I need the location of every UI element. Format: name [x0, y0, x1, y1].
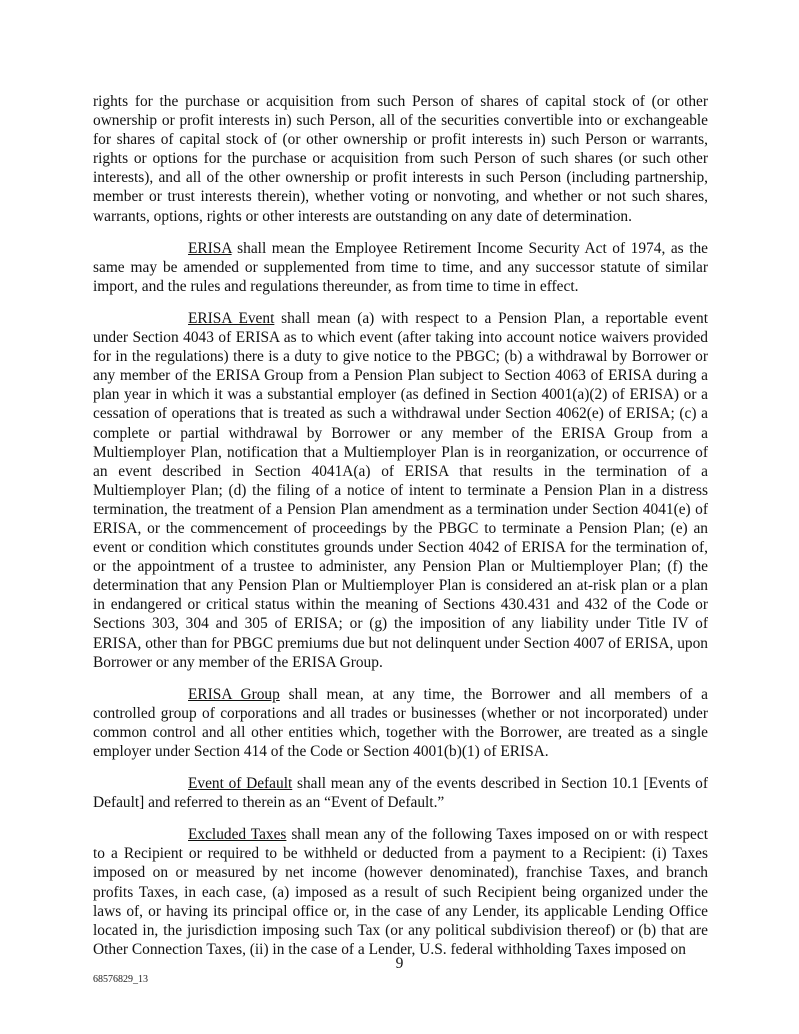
paragraph-text: rights for the purchase or acquisition from such Person of shares of capital stock of (or other ownership or profit interests in) such Person, all of the securities convertible into or exchangeable for shares of capital stock of (or other ownership or profit interests in) such Person or warrants, rights or options for the purchase or acquisition from such Person of such shares (or such other interests), and all of the other ownership or profit interests in such Person (including partnership, member or trust interests therein), whether voting or nonvoting, and whether or not such shares, warrants, options, rights or other interests are outstanding on any date of determination.	[93, 93, 708, 225]
definition-text: shall mean, at any time, the Borrower and all members of a controlled group of corporations and all trades or businesses (whether or not incorporated) under common control and all other entities which, together with the Borrower, are treated as a single employer under Section 414 of the Code or Section 4001(b)(1) of ERISA.	[93, 685, 708, 760]
document-id: 68576829_13	[93, 974, 148, 985]
definition-erisa-event	[93, 309, 708, 672]
page-number: 9	[395, 955, 404, 972]
definition-excluded-taxes	[93, 825, 708, 959]
defined-term: ERISA Group	[188, 685, 280, 703]
definition-text: shall mean any of the events described in Section 10.1 [Events of Default] and referred to therein as an “Event of Default.”	[93, 775, 708, 812]
defined-term: ERISA	[188, 239, 232, 257]
definition-erisa-group	[93, 685, 708, 761]
definition-event-of-default	[93, 774, 708, 812]
defined-term: Event of Default	[188, 775, 293, 793]
defined-term: Excluded Taxes	[188, 826, 287, 844]
definition-text: shall mean any of the following Taxes imposed on or with respect to a Recipient or required to be withheld or deducted from a payment to a Recipient: (i) Taxes imposed on or measured by net income (however denominated), franchise Taxes, and branch profits Taxes, in each case, (a) imposed as a result of such Recipient being organized under the laws of, or having its principal office or, in the case of any Lender, its applicable Lending Office located in, the jurisdiction imposing such Tax (or any political subdivision thereof) or (b) that are Other Connection Taxes, (ii) in the case of a Lender, U.S. federal withholding Taxes imposed on	[93, 826, 708, 958]
definition-text: shall mean the Employee Retirement Income Security Act of 1974, as the same may be amended or supplemented from time to time, and any successor statute of similar import, and the rules and regulations thereunder, as from time to time in effect.	[93, 239, 708, 295]
document-body	[93, 92, 708, 972]
paragraph-continuation	[93, 92, 708, 226]
definition-text: shall mean (a) with respect to a Pension Plan, a reportable event under Section 4043 of ERISA as to which event (after taking into account notice waivers provided for in the regulations) there is a duty to give notice to the PBGC; (b) a withdrawal by Borrower or any member of the ERISA Group from a Pension Plan subject to Section 4063 of ERISA during a plan year in which it was a substantial employer (as defined in Section 4001(a)(2) of ERISA) or a cessation of operations that is treated as such a withdrawal under Section 4062(e) of ERISA; (c) a complete or partial withdrawal by Borrower or any member of the ERISA Group from a Multiemployer Plan, notification that a Multiemployer Plan is in reorganization, or occurrence of an event described in Section 4041A(a) of ERISA that results in the termination of a Multiemployer Plan; (d) the filing of a notice of intent to terminate a Pension Plan in a distress termination, the treatment of a Pension Plan amendment as a termination under Section 4041(e) of ERISA, or the commencement of proceedings by the PBGC to terminate a Pension Plan; (e) an event or condition which constitutes grounds under Section 4042 of ERISA for the termination of, or the appointment of a trustee to administer, any Pension Plan or Multiemployer Plan; (f) the determination that any Pension Plan or Multiemployer Plan is considered an at-risk plan or a plan in endangered or critical status within the meaning of Sections 430.431 and 432 of the Code or Sections 303, 304 and 305 of ERISA; or (g) the imposition of any liability under Title IV of ERISA, other than for PBGC premiums due but not delinquent under Section 4007 of ERISA, upon Borrower or any member of the ERISA Group.	[93, 309, 708, 671]
defined-term: ERISA Event	[188, 309, 275, 327]
definition-erisa	[93, 239, 708, 296]
